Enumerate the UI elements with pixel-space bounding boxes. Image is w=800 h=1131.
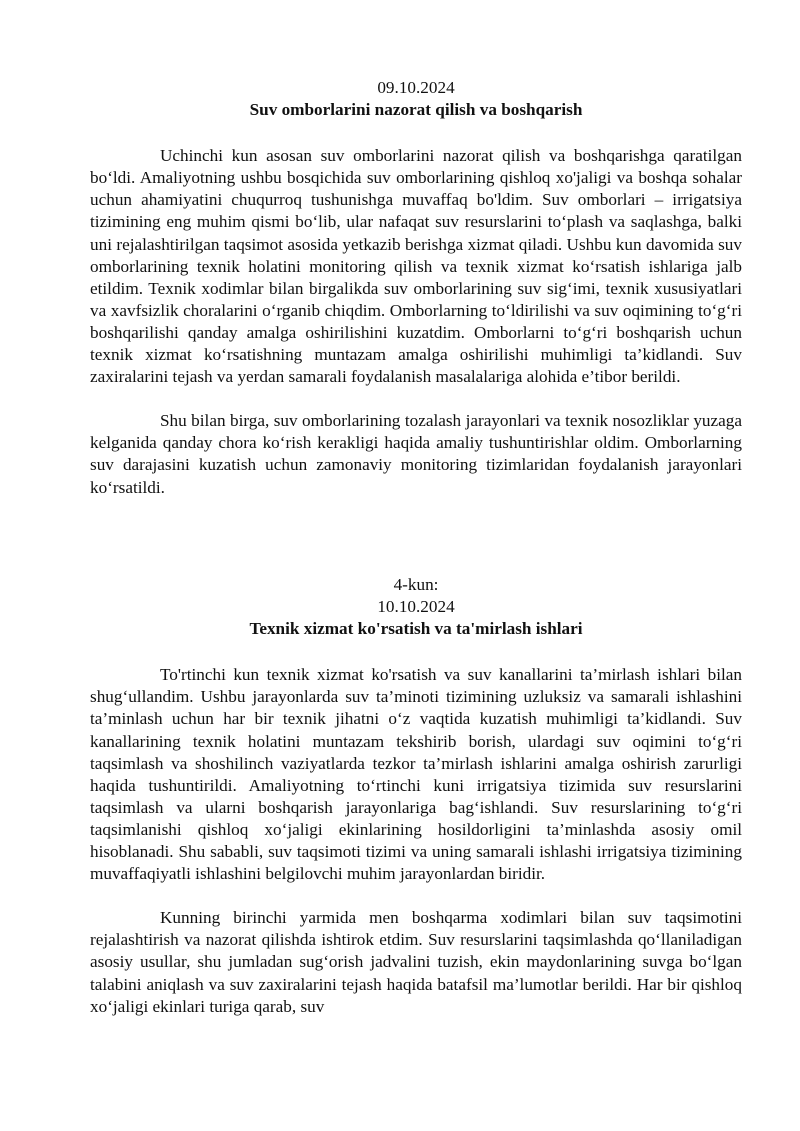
day3-date: 09.10.2024 [377,78,455,97]
day3-paragraph-1: Uchinchi kun asosan suv omborlarini nazorat qilish va boshqarishga qaratilgan bo‘ldi. Amaliyotning ushbu bosqichida suv omborlarining qishloq xo'jaligi va boshqa sohalar uchun ahamiyatini chuqurroq tushunishga muvaffaq bo'ldim. Suv omborlari – irrigatsiya tizimining eng muhim qismi bo‘lib, ular nafaqat suv resurslarini to‘plash va saqlashga, balki uni rejalashtirilgan taqsimot asosida yetkazib berishga xizmat qiladi. Ushbu kun davomida suv omborlarining texnik holatini monitoring qilish va texnik xizmat ko‘rsatish ishlariga jalb etildim. Texnik xodimlar bilan birgalikda suv omborlarining suv sig‘imi, texnik xususiyatlari va xavfsizlik choralarini o‘rganib chiqdim. Omborlarning to‘ldirilishi va suv oqimining to‘g‘ri boshqarilishi qanday amalga oshirilishini kuzatdim. Omborlarni to‘g‘ri boshqarish uchun texnik xizmat ko‘rsatishning muntazam amalga oshirilishi muhimligi ta’kidlandi. Suv zaxiralarini tejash va yerdan samarali foydalanish masalalariga alohida e’tibor berildi. [90,146,742,387]
day4-paragraph-1: To'rtinchi kun texnik xizmat ko'rsatish va suv kanallarini ta’mirlash ishlari bilan shug‘ullandim. Ushbu jarayonlarda suv ta’minoti tizimining uzluksiz va samarali ishlashini ta’minlash uchun har bir texnik jihatni o‘z vaqtida kuzatish muhimligi ta’kidlandi. Suv kanallarining texnik holatini muntazam tekshirib borish, ulardagi suv oqimini to‘g‘ri taqsimlash va shoshilinch vaziyatlarda tezkor ta’mirlash ishlarini amalga oshirish zarurligi haqida tushuntirildi. Amaliyotning to‘rtinchi kuni irrigatsiya tizimida suv resurslarini taqsimlash va ularni boshqarish jarayonlariga bag‘ishlandi. Suv resurslarining to‘g‘ri taqsimlanishi qishloq xo‘jaligi ekinlarining hosildorligini ta’minlashda asosiy omil hisoblanadi. Shu sababli, suv taqsimoti tizimi va uning samarali ishlashi irrigatsiya tizimining muvaffaqiyatli ishlashini belgilovchi muhim jarayonlardan biridir. [90,665,742,884]
day4-day-label: 4-kun: [393,575,439,594]
day4-section [90,574,742,1018]
day4-paragraph-2: Kunning birinchi yarmida men boshqarma xodimlari bilan suv taqsimotini rejalashtirish va nazorat qilishda ishtirok etdim. Suv resurslarini taqsimlashda qo‘llaniladigan asosiy usullar, shu jumladan sug‘orish jadvalini tuzish, ekin maydonlarining suvga bo‘lgan talabini aniqlash va suv zaxiralarini tejash haqida batafsil ma’lumotlar berildi. Har bir qishloq xo‘jaligi ekinlari turiga qarab, suv [90,908,742,1016]
day3-section [90,77,742,499]
day4-date: 10.10.2024 [377,597,455,617]
day3-title: Suv omborlarini nazorat qilish va boshqarish [249,100,583,120]
day4-title: Texnik xizmat ko'rsatish va ta'mirlash ishlari [249,619,583,639]
day3-paragraph-2: Shu bilan birga, suv omborlarining tozalash jarayonlari va texnik nosozliklar yuzaga kelganida qanday chora ko‘rish kerakligi haqida amaliy tushuntirishlar oldim. Omborlarning suv darajasini kuzatish uchun zamonaviy monitoring tizimlaridan foydalanish jarayonlari ko‘rsatildi. [90,411,742,497]
